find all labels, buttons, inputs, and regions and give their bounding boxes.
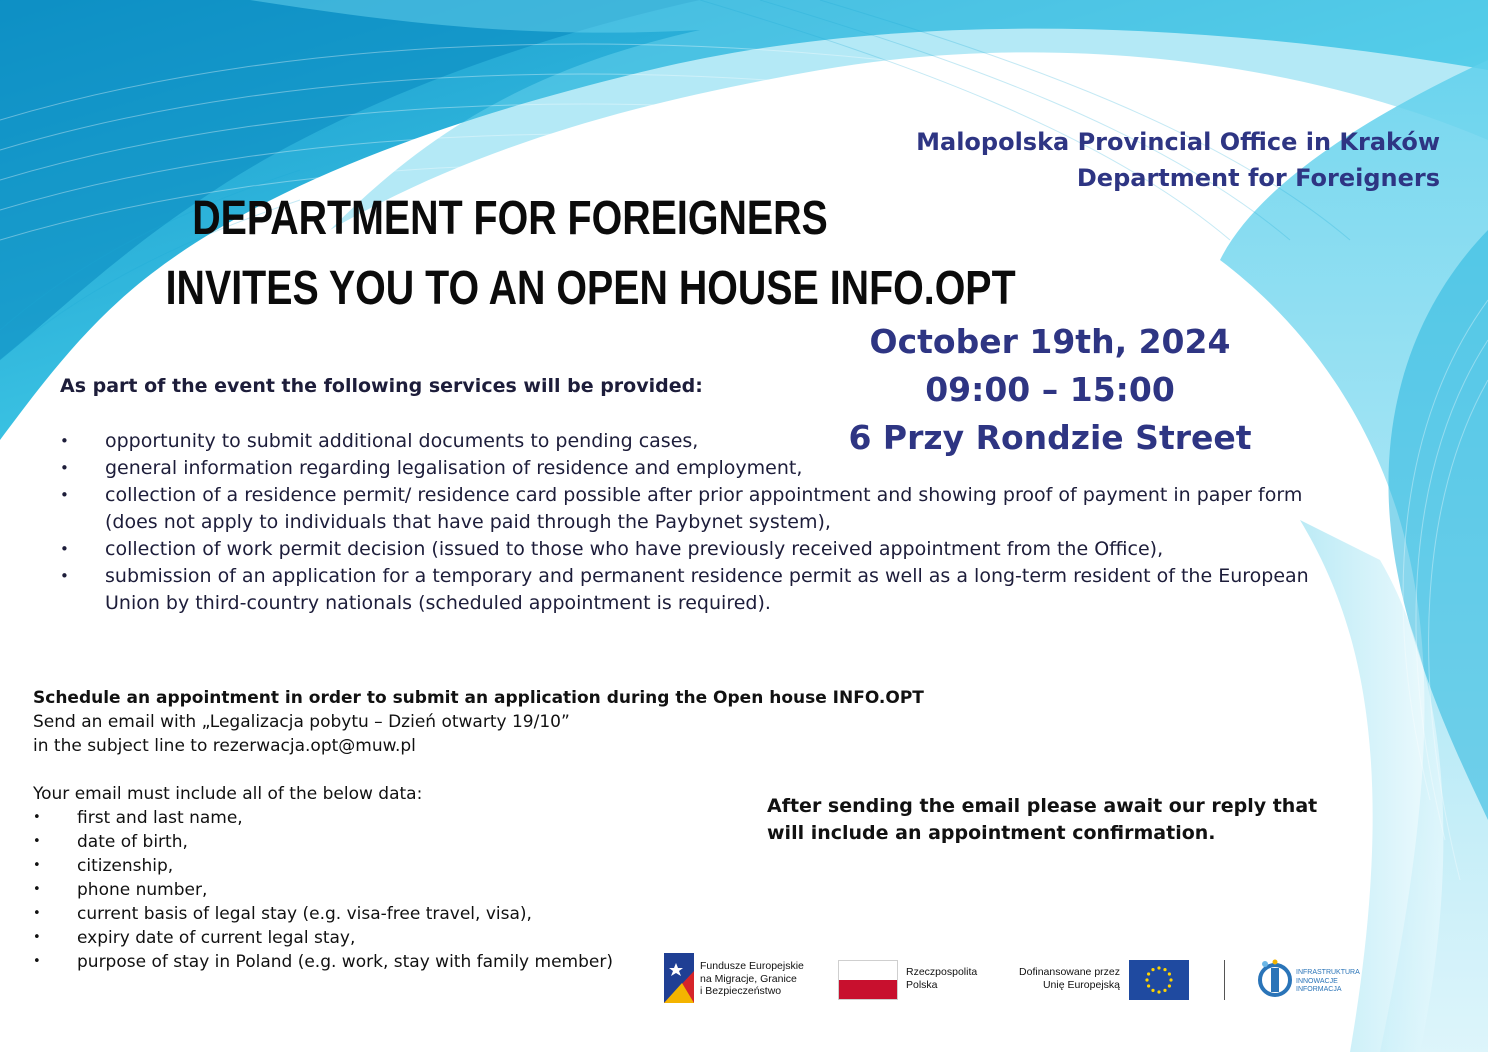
await-line-2: will include an appointment confirmation. bbox=[767, 822, 1216, 844]
rp-line-1: Rzeczpospolita bbox=[906, 966, 978, 978]
iii-line-1: INFRASTRUKTURA bbox=[1296, 969, 1360, 976]
office-department: Department for Foreigners bbox=[1076, 164, 1440, 192]
email-data-heading: Your email must include all of the below data: bbox=[33, 784, 423, 804]
poland-flag-icon bbox=[838, 960, 898, 1000]
list-item: • submission of an application for a temporary and permanent residence permit as well as a long-term resident of the European Union by third-country nationals (scheduled appointment is required). bbox=[60, 563, 1360, 617]
eu-flag-icon bbox=[1129, 960, 1189, 1000]
email-data-list bbox=[33, 806, 613, 974]
iii-line-3: INFORMACJA bbox=[1296, 986, 1342, 993]
list-item: • collection of a residence permit/ residence card possible after prior appointment and showing proof of payment in paper form (does not apply to individuals that have paid through the Paybynet system), bbox=[60, 482, 1360, 536]
services-list bbox=[60, 428, 1360, 617]
list-item: • expiry date of current legal stay, bbox=[33, 926, 613, 950]
eu-line-2: Unię Europejską bbox=[1042, 978, 1120, 991]
list-item: • general information regarding legalisation of residence and employment, bbox=[60, 455, 1360, 482]
await-reply-note bbox=[767, 793, 1317, 847]
services-heading: As part of the event the following services will be provided: bbox=[60, 375, 703, 397]
event-address: 6 Przy Rondzie Street bbox=[848, 418, 1252, 457]
list-item: • first and last name, bbox=[33, 806, 613, 830]
await-line-1: After sending the email please await our reply that bbox=[767, 795, 1318, 817]
title-line-2: INVITES YOU TO AN OPEN HOUSE INFO.OPT bbox=[165, 262, 1016, 315]
iii-logo-text bbox=[1296, 969, 1360, 995]
office-header bbox=[916, 124, 1440, 196]
fe-line-1: Fundusze Europejskie bbox=[700, 960, 804, 972]
rp-line-2: Polska bbox=[906, 978, 938, 991]
title-line-1: DEPARTMENT FOR FOREIGNERS bbox=[192, 192, 828, 245]
fe-line-3: i Bezpieczeństwo bbox=[700, 985, 782, 997]
funding-logos bbox=[660, 950, 1380, 1010]
fe-logo-text bbox=[700, 960, 804, 998]
schedule-heading: Schedule an appointment in order to submit an application during the Open house INFO.OPT bbox=[33, 688, 924, 708]
page-title bbox=[165, 184, 1016, 324]
event-date: October 19th, 2024 bbox=[869, 322, 1231, 361]
fundusze-europejskie-icon bbox=[664, 953, 694, 1003]
list-item: • phone number, bbox=[33, 878, 613, 902]
list-item: • date of birth, bbox=[33, 830, 613, 854]
iii-line-2: INNOWACJE bbox=[1296, 977, 1338, 985]
schedule-line-1: Send an email with „Legalizacja pobytu – Dzień otwarty 19/10” bbox=[33, 712, 570, 732]
schedule-section bbox=[33, 686, 924, 758]
fe-line-2: na Migracje, Granice bbox=[700, 972, 797, 985]
eu-logo-text bbox=[1008, 966, 1120, 991]
iii-logo-icon bbox=[1257, 958, 1293, 1000]
list-item: • citizenship, bbox=[33, 854, 613, 878]
eu-line-1: Dofinansowane przez bbox=[1019, 966, 1120, 978]
schedule-line-2: in the subject line to rezerwacja.opt@muw.pl bbox=[33, 736, 416, 756]
event-time: 09:00 – 15:00 bbox=[925, 370, 1175, 409]
list-item: • collection of work permit decision (issued to those who have previously received appointment from the Office), bbox=[60, 536, 1360, 563]
list-item: • purpose of stay in Poland (e.g. work, stay with family member) bbox=[33, 950, 613, 974]
rp-logo-text bbox=[906, 966, 977, 991]
office-name: Malopolska Provincial Office in Kraków bbox=[916, 128, 1440, 156]
logo-divider bbox=[1224, 960, 1225, 1000]
list-item: • current basis of legal stay (e.g. visa-free travel, visa), bbox=[33, 902, 613, 926]
list-item: • opportunity to submit additional documents to pending cases, bbox=[60, 428, 1360, 455]
